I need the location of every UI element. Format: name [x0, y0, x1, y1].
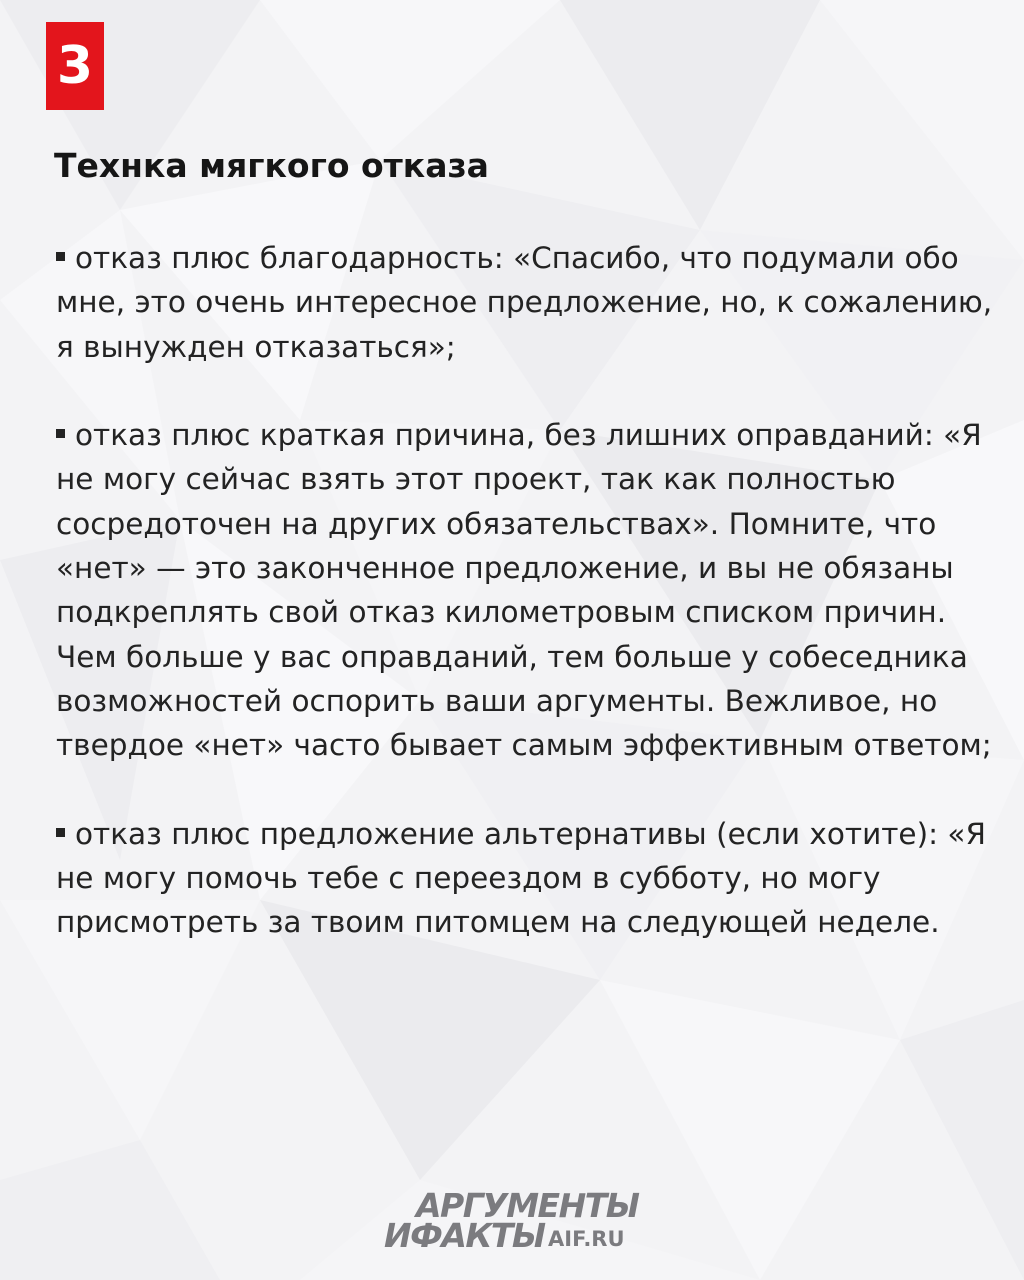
logo-line-1: АРГУМЕНТЫ: [416, 1186, 639, 1225]
aif-logo: [384, 1188, 644, 1258]
slide-body: [56, 236, 996, 945]
slide-number-badge: 3: [46, 22, 104, 110]
list-item: [56, 812, 996, 945]
list-item-text: отказ плюс предложение альтернативы (если хотите): «Я не могу помочь тебе с переездом в субботу, но могу присмотреть за твоим питомцем на следующей неделе.: [56, 816, 986, 940]
list-item-text: отказ плюс краткая причина, без лишних оправданий: «Я не могу сейчас взять этот проект, так как полностью сосредоточен на других обязательствах». Помните, что «нет» — это законченное предложение, и вы не обязаны подкреплять свой отказ километровым списком причин. Чем больше у вас оправданий, тем больше у собеседника возможностей оспорить ваши аргументы. Вежливое, но твердое «нет» часто бывает самым эффективным ответом;: [56, 418, 992, 763]
list-item: [56, 413, 996, 767]
bullet-icon: [56, 252, 65, 261]
list-item: [56, 236, 996, 369]
list-item-text: отказ плюс благодарность: «Спасибо, что подумали обо мне, это очень интересное предложение, но, к сожалению, я вынужден отказаться»;: [56, 241, 993, 364]
slide-title: Технка мягкого отказа: [54, 146, 489, 185]
bullet-icon: [56, 828, 65, 837]
bullet-icon: [56, 429, 65, 438]
logo-line-2: ИФАКТЫ: [384, 1216, 545, 1255]
logo-site: AIF.RU: [548, 1227, 625, 1251]
